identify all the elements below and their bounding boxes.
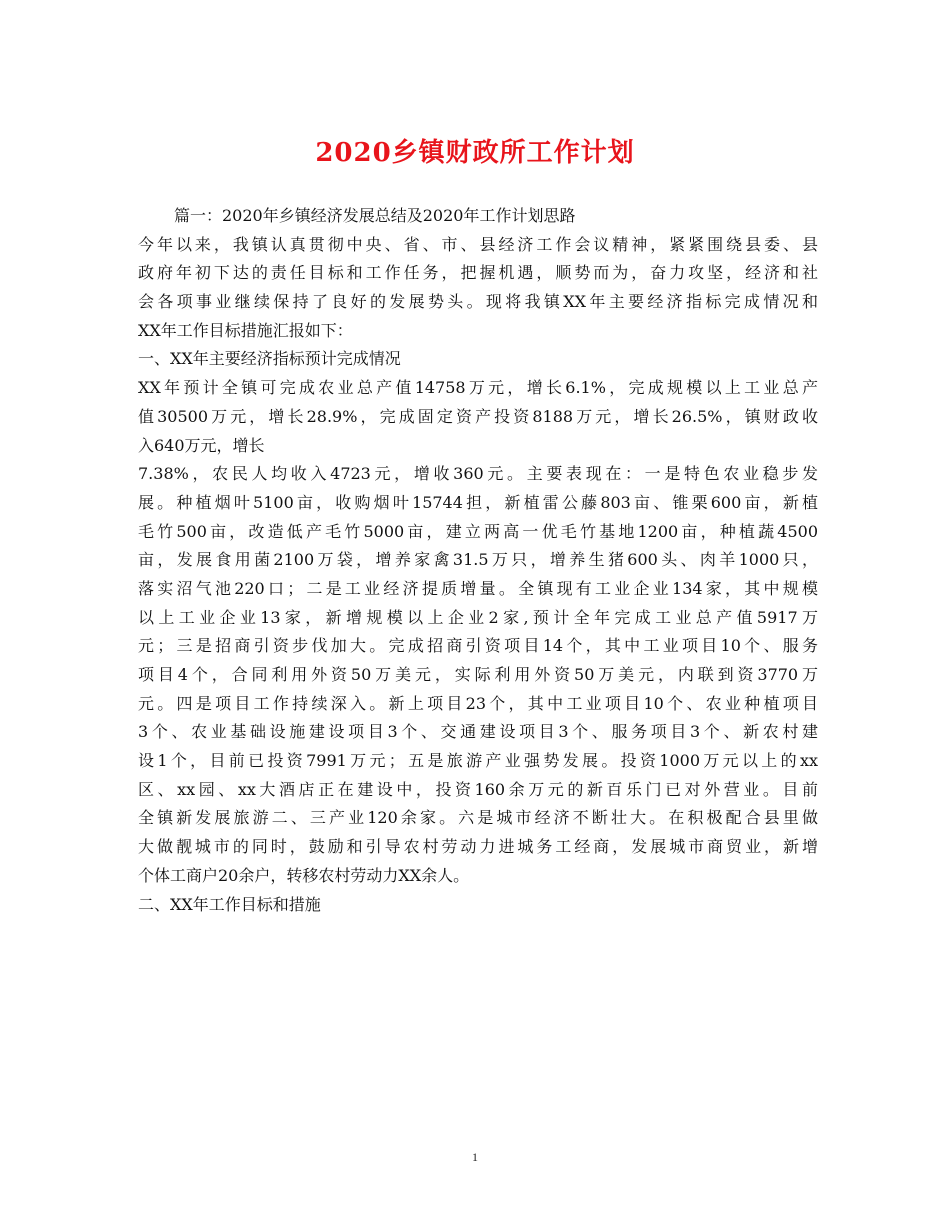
paragraph-line: 以上工业企业13家，新增规模以上企业2家,预计全年完成工业总产值5917万: [138, 607, 818, 627]
document-body: [138, 202, 818, 919]
section-subtitle: 篇一：2020年乡镇经济发展总结及2020年工作计划思路: [174, 206, 576, 225]
paragraph-line: 政府年初下达的责任目标和工作任务，把握机遇，顺势而为，奋力攻坚，经济和社: [138, 263, 818, 283]
paragraph-line: 个体工商户20余户，转移农村劳动力XX余人。: [138, 865, 470, 885]
paragraph-line: 会各项事业继续保持了良好的发展势头。现将我镇XX年主要经济指标完成情况和: [138, 292, 818, 312]
page-number: 1: [472, 1150, 478, 1164]
paragraph-line: 值30500万元，增长28.9%，完成固定资产投资8188万元，增长26.5%，镇财政收: [138, 406, 818, 426]
paragraph-line: 毛竹500亩，改造低产毛竹5000亩，建立两高一优毛竹基地1200亩，种植蔬4500: [138, 521, 818, 541]
paragraph-line: 7.38%，农民人均收入4723元，增收360元。主要表现在：一是特色农业稳步发: [138, 464, 818, 484]
paragraph-line: 区、xx园、xx大酒店正在建设中，投资160余万元的新百乐门已对外营业。目前: [138, 779, 818, 799]
paragraph-line: 亩，发展食用菌2100万袋，增养家禽31.5万只，增养生猪600头、肉羊1000只，: [138, 550, 818, 570]
paragraph-line: 落实沼气池220口；二是工业经济提质增量。全镇现有工业企业134家，其中规模: [138, 578, 818, 598]
paragraph-line: 元。四是项目工作持续深入。新上项目23个，其中工业项目10个、农业种植项目: [138, 693, 818, 713]
paragraph-line: 3个、农业基础设施建设项目3个、交通建设项目3个、服务项目3个、新农村建: [138, 722, 818, 742]
paragraph-line: 展。种植烟叶5100亩，收购烟叶15744担，新植雷公藤803亩、锥栗600亩，新植: [138, 492, 818, 512]
paragraph-line: 大做靓城市的同时，鼓励和引导农村劳动力进城务工经商，发展城市商贸业，新增: [138, 837, 818, 857]
paragraph-line: XX年预计全镇可完成农业总产值14758万元，增长6.1%，完成规模以上工业总产: [138, 378, 818, 398]
paragraph-line: 设1个，目前已投资7991万元；五是旅游产业强势发展。投资1000万元以上的xx: [138, 751, 818, 771]
paragraph-line: 全镇新发展旅游二、三产业120余家。六是城市经济不断壮大。在积极配合县里做: [138, 808, 818, 828]
paragraph-line: 元；三是招商引资步伐加大。完成招商引资项目14个，其中工业项目10个、服务: [138, 636, 818, 656]
paragraph-line: 项目4个，合同利用外资50万美元，实际利用外资50万美元，内联到资3770万: [138, 665, 818, 684]
document-title: 2020乡镇财政所工作计划: [315, 138, 635, 168]
paragraph-line: 今年以来，我镇认真贯彻中央、省、市、县经济工作会议精神，紧紧围绕县委、县: [138, 234, 818, 254]
section-heading: 一、XX年主要经济指标预计完成情况: [138, 349, 401, 369]
paragraph-line: XX年工作目标措施汇报如下：: [138, 320, 353, 340]
section-heading: 二、XX年工作目标和措施: [138, 894, 321, 914]
paragraph-line: 入640万元，增长: [138, 435, 265, 455]
